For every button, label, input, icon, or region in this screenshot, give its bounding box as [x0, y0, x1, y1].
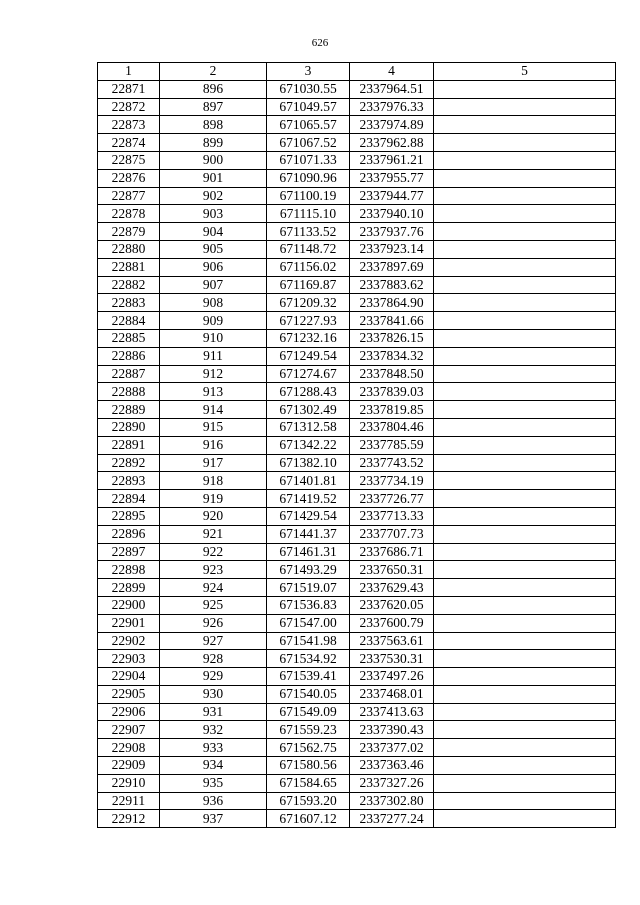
table-cell-col3: 671382.10 — [267, 454, 350, 472]
table-row — [98, 650, 616, 668]
table-cell-col3: 671461.31 — [267, 543, 350, 561]
table-row — [98, 312, 616, 330]
table-cell-col1: 22894 — [98, 490, 160, 508]
table-cell-col1: 22876 — [98, 169, 160, 187]
table-cell-col5 — [434, 739, 616, 757]
column-header-1: 1 — [98, 63, 160, 81]
table-row — [98, 792, 616, 810]
table-cell-col5 — [434, 169, 616, 187]
table-cell-col5 — [434, 98, 616, 116]
table-cell-col2: 920 — [160, 507, 267, 525]
table-cell-col1: 22887 — [98, 365, 160, 383]
table-cell-col2: 901 — [160, 169, 267, 187]
table-cell-col1: 22900 — [98, 596, 160, 614]
table-cell-col4: 2337713.33 — [350, 507, 434, 525]
table-cell-col1: 22895 — [98, 507, 160, 525]
table-cell-col1: 22898 — [98, 561, 160, 579]
table-row — [98, 810, 616, 828]
table-cell-col1: 22904 — [98, 668, 160, 686]
table-cell-col5 — [434, 347, 616, 365]
table-cell-col2: 924 — [160, 579, 267, 597]
table-row — [98, 561, 616, 579]
table-row — [98, 169, 616, 187]
table-cell-col4: 2337848.50 — [350, 365, 434, 383]
table-cell-col4: 2337390.43 — [350, 721, 434, 739]
table-cell-col3: 671100.19 — [267, 187, 350, 205]
table-cell-col2: 907 — [160, 276, 267, 294]
column-header-2: 2 — [160, 63, 267, 81]
table-cell-col3: 671549.09 — [267, 703, 350, 721]
table-cell-col5 — [434, 240, 616, 258]
table-cell-col2: 918 — [160, 472, 267, 490]
table-cell-col2: 927 — [160, 632, 267, 650]
table-cell-col4: 2337600.79 — [350, 614, 434, 632]
table-cell-col4: 2337955.77 — [350, 169, 434, 187]
table-cell-col1: 22892 — [98, 454, 160, 472]
table-row — [98, 739, 616, 757]
table-cell-col2: 917 — [160, 454, 267, 472]
table-cell-col4: 2337650.31 — [350, 561, 434, 579]
table-cell-col5 — [434, 151, 616, 169]
table-cell-col4: 2337923.14 — [350, 240, 434, 258]
table-cell-col1: 22902 — [98, 632, 160, 650]
table-cell-col5 — [434, 632, 616, 650]
table-row — [98, 472, 616, 490]
table-cell-col5 — [434, 472, 616, 490]
table-cell-col3: 671115.10 — [267, 205, 350, 223]
table-cell-col5 — [434, 703, 616, 721]
table-cell-col4: 2337743.52 — [350, 454, 434, 472]
table-cell-col1: 22872 — [98, 98, 160, 116]
table-cell-col5 — [434, 312, 616, 330]
table-cell-col4: 2337961.21 — [350, 151, 434, 169]
table-cell-col3: 671227.93 — [267, 312, 350, 330]
table-row — [98, 258, 616, 276]
table-row — [98, 347, 616, 365]
table-cell-col2: 925 — [160, 596, 267, 614]
table-row — [98, 383, 616, 401]
table-cell-col3: 671562.75 — [267, 739, 350, 757]
table-row — [98, 454, 616, 472]
table-cell-col2: 930 — [160, 685, 267, 703]
table-cell-col2: 914 — [160, 401, 267, 419]
table-cell-col3: 671209.32 — [267, 294, 350, 312]
table-cell-col3: 671429.54 — [267, 507, 350, 525]
table-cell-col4: 2337976.33 — [350, 98, 434, 116]
table-cell-col3: 671249.54 — [267, 347, 350, 365]
table-cell-col4: 2337834.32 — [350, 347, 434, 365]
table-cell-col1: 22882 — [98, 276, 160, 294]
table-row — [98, 98, 616, 116]
table-cell-col5 — [434, 650, 616, 668]
table-cell-col3: 671539.41 — [267, 668, 350, 686]
table-cell-col4: 2337944.77 — [350, 187, 434, 205]
table-cell-col4: 2337497.26 — [350, 668, 434, 686]
table-cell-col1: 22886 — [98, 347, 160, 365]
table-cell-col2: 909 — [160, 312, 267, 330]
table-cell-col2: 935 — [160, 774, 267, 792]
table-cell-col1: 22888 — [98, 383, 160, 401]
table-cell-col5 — [434, 614, 616, 632]
table-cell-col5 — [434, 116, 616, 134]
table-cell-col5 — [434, 579, 616, 597]
table-cell-col4: 2337826.15 — [350, 329, 434, 347]
table-cell-col4: 2337734.19 — [350, 472, 434, 490]
table-cell-col4: 2337974.89 — [350, 116, 434, 134]
table-cell-col5 — [434, 792, 616, 810]
table-row — [98, 329, 616, 347]
table-row — [98, 294, 616, 312]
table-cell-col4: 2337804.46 — [350, 418, 434, 436]
table-row — [98, 774, 616, 792]
table-cell-col2: 923 — [160, 561, 267, 579]
table-cell-col1: 22885 — [98, 329, 160, 347]
table-cell-col4: 2337962.88 — [350, 134, 434, 152]
table-cell-col5 — [434, 365, 616, 383]
table-row — [98, 721, 616, 739]
table-cell-col1: 22897 — [98, 543, 160, 561]
table-cell-col1: 22874 — [98, 134, 160, 152]
table-row — [98, 240, 616, 258]
table-row — [98, 116, 616, 134]
table-cell-col3: 671419.52 — [267, 490, 350, 508]
table-cell-col3: 671148.72 — [267, 240, 350, 258]
table-row — [98, 703, 616, 721]
table-cell-col3: 671342.22 — [267, 436, 350, 454]
table-cell-col3: 671030.55 — [267, 80, 350, 98]
table-cell-col5 — [434, 685, 616, 703]
table-cell-col1: 22912 — [98, 810, 160, 828]
table-row — [98, 401, 616, 419]
table-cell-col3: 671607.12 — [267, 810, 350, 828]
table-cell-col1: 22881 — [98, 258, 160, 276]
table-cell-col3: 671232.16 — [267, 329, 350, 347]
table-cell-col2: 908 — [160, 294, 267, 312]
table-row — [98, 757, 616, 775]
table-cell-col1: 22875 — [98, 151, 160, 169]
table-cell-col1: 22907 — [98, 721, 160, 739]
table-cell-col5 — [434, 294, 616, 312]
table-cell-col4: 2337785.59 — [350, 436, 434, 454]
table-cell-col3: 671401.81 — [267, 472, 350, 490]
table-cell-col4: 2337629.43 — [350, 579, 434, 597]
table-cell-col2: 934 — [160, 757, 267, 775]
table-cell-col1: 22879 — [98, 223, 160, 241]
table-cell-col5 — [434, 436, 616, 454]
table-cell-col5 — [434, 134, 616, 152]
table-cell-col4: 2337707.73 — [350, 525, 434, 543]
table-row — [98, 614, 616, 632]
table-cell-col3: 671584.65 — [267, 774, 350, 792]
table-row — [98, 632, 616, 650]
table-cell-col3: 671493.29 — [267, 561, 350, 579]
table-cell-col4: 2337302.80 — [350, 792, 434, 810]
table-cell-col2: 906 — [160, 258, 267, 276]
table-cell-col1: 22909 — [98, 757, 160, 775]
table-cell-col2: 929 — [160, 668, 267, 686]
table-cell-col1: 22889 — [98, 401, 160, 419]
table-row — [98, 80, 616, 98]
table-cell-col1: 22906 — [98, 703, 160, 721]
table-row — [98, 151, 616, 169]
table-cell-col2: 915 — [160, 418, 267, 436]
column-header-3: 3 — [267, 63, 350, 81]
table-cell-col4: 2337413.63 — [350, 703, 434, 721]
table-cell-col5 — [434, 80, 616, 98]
table-row — [98, 365, 616, 383]
table-cell-col4: 2337277.24 — [350, 810, 434, 828]
table-cell-col4: 2337530.31 — [350, 650, 434, 668]
table-cell-col3: 671540.05 — [267, 685, 350, 703]
table-cell-col5 — [434, 329, 616, 347]
table-cell-col3: 671580.56 — [267, 757, 350, 775]
table-cell-col2: 926 — [160, 614, 267, 632]
table-cell-col2: 905 — [160, 240, 267, 258]
table-cell-col2: 904 — [160, 223, 267, 241]
table-row — [98, 579, 616, 597]
table-cell-col4: 2337841.66 — [350, 312, 434, 330]
header-row — [98, 63, 616, 81]
table-cell-col1: 22905 — [98, 685, 160, 703]
table-cell-col5 — [434, 258, 616, 276]
table-cell-col2: 937 — [160, 810, 267, 828]
table-cell-col3: 671288.43 — [267, 383, 350, 401]
table-cell-col3: 671133.52 — [267, 223, 350, 241]
table-row — [98, 525, 616, 543]
table-cell-col4: 2337940.10 — [350, 205, 434, 223]
table-cell-col4: 2337468.01 — [350, 685, 434, 703]
column-header-5: 5 — [434, 63, 616, 81]
table-cell-col1: 22911 — [98, 792, 160, 810]
table-cell-col2: 896 — [160, 80, 267, 98]
table-cell-col3: 671169.87 — [267, 276, 350, 294]
table-cell-col3: 671302.49 — [267, 401, 350, 419]
table-cell-col2: 922 — [160, 543, 267, 561]
table-cell-col3: 671534.92 — [267, 650, 350, 668]
table-cell-col4: 2337839.03 — [350, 383, 434, 401]
table-cell-col1: 22873 — [98, 116, 160, 134]
table-cell-col3: 671071.33 — [267, 151, 350, 169]
table-cell-col2: 932 — [160, 721, 267, 739]
table-cell-col5 — [434, 205, 616, 223]
table-cell-col1: 22903 — [98, 650, 160, 668]
table-row — [98, 276, 616, 294]
table-cell-col2: 921 — [160, 525, 267, 543]
table-row — [98, 134, 616, 152]
table-cell-col2: 897 — [160, 98, 267, 116]
table-cell-col4: 2337563.61 — [350, 632, 434, 650]
table-cell-col1: 22877 — [98, 187, 160, 205]
table-row — [98, 418, 616, 436]
table-cell-col2: 928 — [160, 650, 267, 668]
table-cell-col1: 22891 — [98, 436, 160, 454]
table-cell-col1: 22899 — [98, 579, 160, 597]
table-cell-col2: 898 — [160, 116, 267, 134]
table-cell-col5 — [434, 774, 616, 792]
table-row — [98, 596, 616, 614]
table-cell-col4: 2337897.69 — [350, 258, 434, 276]
column-header-4: 4 — [350, 63, 434, 81]
table-cell-col2: 913 — [160, 383, 267, 401]
table-cell-col5 — [434, 668, 616, 686]
table-cell-col4: 2337864.90 — [350, 294, 434, 312]
table-cell-col4: 2337726.77 — [350, 490, 434, 508]
table-cell-col2: 912 — [160, 365, 267, 383]
table-cell-col3: 671065.57 — [267, 116, 350, 134]
table-cell-col2: 919 — [160, 490, 267, 508]
table-cell-col4: 2337937.76 — [350, 223, 434, 241]
table-cell-col5 — [434, 543, 616, 561]
table-row — [98, 507, 616, 525]
table-row — [98, 223, 616, 241]
page-number: 626 — [311, 37, 329, 49]
table-cell-col5 — [434, 418, 616, 436]
table-cell-col1: 22910 — [98, 774, 160, 792]
table-cell-col2: 910 — [160, 329, 267, 347]
table-cell-col3: 671049.57 — [267, 98, 350, 116]
table-cell-col2: 933 — [160, 739, 267, 757]
table-cell-col5 — [434, 507, 616, 525]
table-cell-col2: 900 — [160, 151, 267, 169]
table-cell-col4: 2337620.05 — [350, 596, 434, 614]
table-cell-col2: 931 — [160, 703, 267, 721]
table-cell-col1: 22908 — [98, 739, 160, 757]
table-cell-col3: 671156.02 — [267, 258, 350, 276]
table-cell-col1: 22893 — [98, 472, 160, 490]
table-cell-col1: 22901 — [98, 614, 160, 632]
table-cell-col2: 899 — [160, 134, 267, 152]
table-cell-col3: 671536.83 — [267, 596, 350, 614]
table-cell-col2: 916 — [160, 436, 267, 454]
table-cell-col3: 671312.58 — [267, 418, 350, 436]
table-cell-col3: 671519.07 — [267, 579, 350, 597]
table-cell-col4: 2337363.46 — [350, 757, 434, 775]
table-cell-col4: 2337964.51 — [350, 80, 434, 98]
table-row — [98, 436, 616, 454]
table-row — [98, 685, 616, 703]
coordinates-table — [97, 62, 616, 828]
table-cell-col5 — [434, 561, 616, 579]
table-cell-col5 — [434, 596, 616, 614]
table-cell-col3: 671593.20 — [267, 792, 350, 810]
table-cell-col2: 903 — [160, 205, 267, 223]
table-cell-col5 — [434, 810, 616, 828]
table-cell-col3: 671547.00 — [267, 614, 350, 632]
table-cell-col4: 2337819.85 — [350, 401, 434, 419]
table-cell-col1: 22883 — [98, 294, 160, 312]
table-cell-col1: 22884 — [98, 312, 160, 330]
table-row — [98, 668, 616, 686]
table-cell-col2: 936 — [160, 792, 267, 810]
table-cell-col5 — [434, 757, 616, 775]
table-cell-col1: 22871 — [98, 80, 160, 98]
table-row — [98, 490, 616, 508]
table-cell-col5 — [434, 187, 616, 205]
table-cell-col3: 671067.52 — [267, 134, 350, 152]
table-cell-col3: 671541.98 — [267, 632, 350, 650]
table-body — [98, 80, 616, 827]
table-cell-col5 — [434, 454, 616, 472]
table-cell-col3: 671559.23 — [267, 721, 350, 739]
table-cell-col2: 902 — [160, 187, 267, 205]
table-cell-col3: 671274.67 — [267, 365, 350, 383]
table-cell-col4: 2337327.26 — [350, 774, 434, 792]
table-cell-col3: 671441.37 — [267, 525, 350, 543]
table-cell-col5 — [434, 401, 616, 419]
table-row — [98, 543, 616, 561]
table-cell-col1: 22878 — [98, 205, 160, 223]
table-cell-col4: 2337686.71 — [350, 543, 434, 561]
table-cell-col5 — [434, 525, 616, 543]
table-cell-col5 — [434, 490, 616, 508]
table-cell-col4: 2337377.02 — [350, 739, 434, 757]
table-cell-col1: 22880 — [98, 240, 160, 258]
table-cell-col5 — [434, 721, 616, 739]
table-cell-col1: 22896 — [98, 525, 160, 543]
table-cell-col5 — [434, 223, 616, 241]
table-cell-col2: 911 — [160, 347, 267, 365]
table-cell-col4: 2337883.62 — [350, 276, 434, 294]
table-cell-col5 — [434, 276, 616, 294]
table-cell-col5 — [434, 383, 616, 401]
table-row — [98, 187, 616, 205]
table-row — [98, 205, 616, 223]
table-header — [98, 63, 616, 81]
table-cell-col1: 22890 — [98, 418, 160, 436]
table-cell-col3: 671090.96 — [267, 169, 350, 187]
